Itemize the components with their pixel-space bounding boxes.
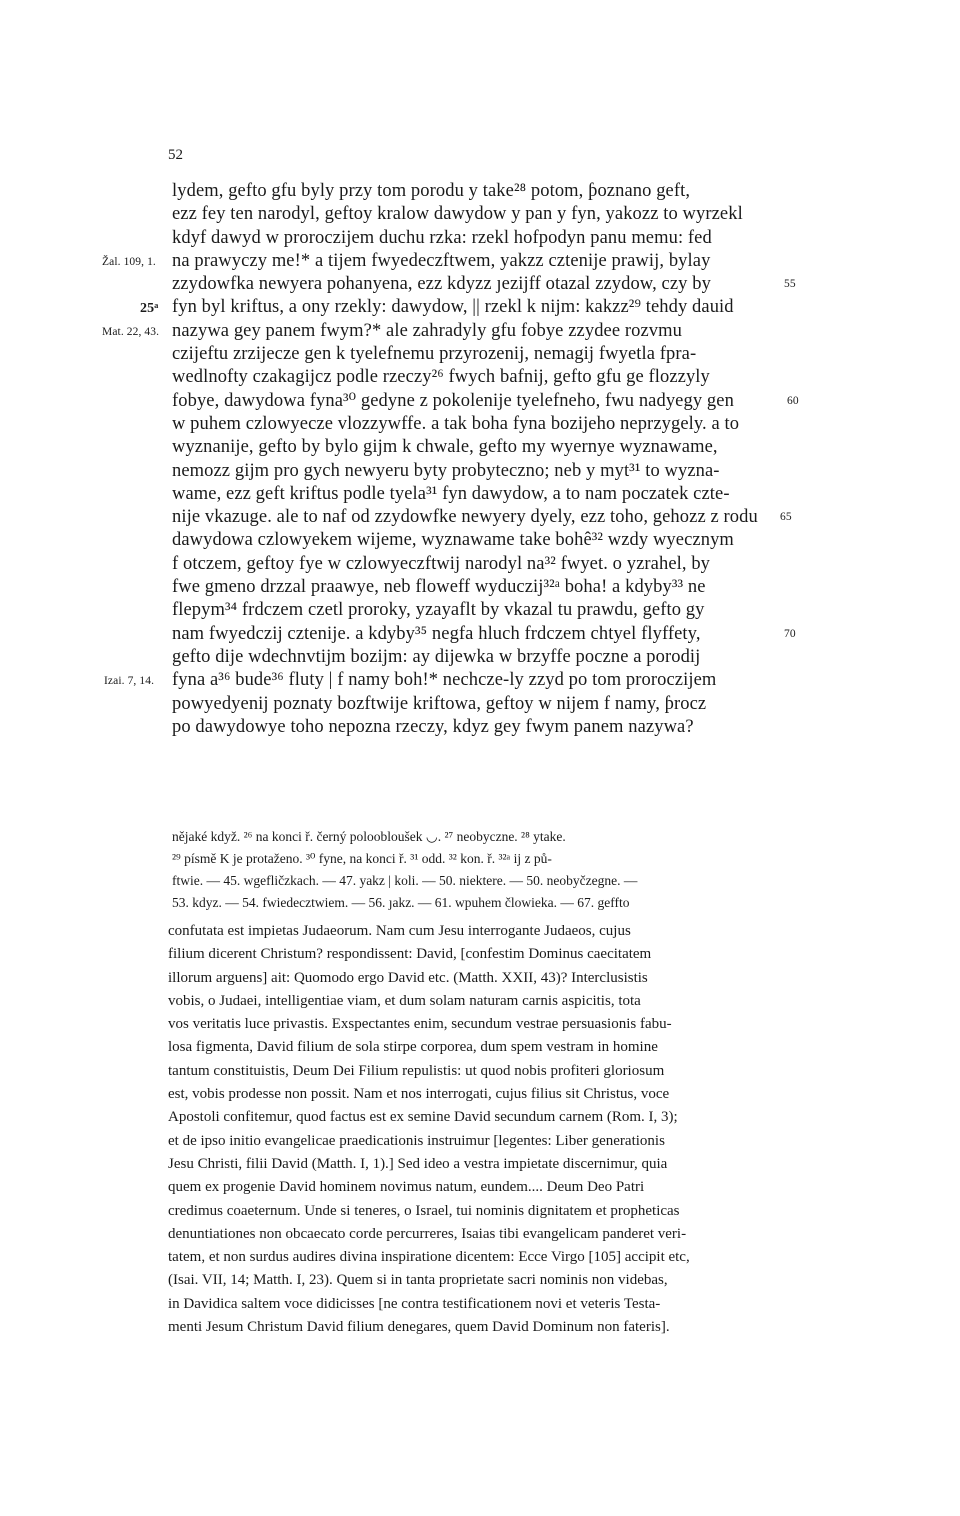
latin-line: filium dicerent Christum? respondissent: David, [confestim Dominus caecitatem (168, 946, 652, 963)
text-line: wedlnofty czakagijcz podle rzeczy²⁶ fwych bafnij, gefto gfu ge flozzyly (172, 367, 710, 388)
latin-line: vobis, o Judaei, intelligentiae viam, et dum solam naturam carnis aspicitis, tota (168, 992, 641, 1009)
text-line: flepym³⁴ frdczem czetl proroky, yzayaflt by vkazal tu prawdu, gefto gy (172, 600, 705, 621)
note-line: ²⁹ písmě K je protaženo. ³⁰ fyne, na konci ř. ³¹ odd. ³² kon. ř. ³²ᵃ ij z pů- (172, 851, 552, 866)
text-line: f otczem, geftoy fye w czlowyeczftwij narodyl na³² fwyet. o yzrahel, by (172, 553, 711, 574)
latin-line: confutata est impietas Judaeorum. Nam cum Jesu interrogante Judaeos, cujus (168, 923, 631, 939)
latin-line: quem ex progenie David hominem novimus natum, eundem.... Deum Deo Patri (168, 1179, 645, 1196)
line-number: 70 (784, 627, 796, 640)
latin-line: est, vobis prodesse non possit. Nam et nos interrogati, cujus filius sit Christus, voce (168, 1086, 670, 1103)
text-line-content: nazywa gey panem fwym?* ale zahradyly gfu fobye zzydee rozvmu (172, 320, 682, 341)
text-line-content: nam fwyedczij cztenije. a kdyby³⁵ negfa hluch frdczem chtyel flyffety, (172, 623, 701, 644)
text-line-content: nije vkazuge. ale to naf od zzydowfke newyery dyely, ezz toho, gehozz z rodu (172, 507, 758, 528)
latin-line: denuntiationes non obcaecato corde percurreres, Isaias tibi evangelicam panderet veri- (168, 1225, 687, 1242)
text-line (104, 669, 797, 692)
latin-line: menti Jesum Christum David filium denegares, quem David Dominum non fateris]. (168, 1319, 670, 1336)
text-line (102, 250, 797, 273)
text-line: kdyf dawyd w proroczijem duchu rzka: rzekl hofpodyn panu memu: fed (172, 227, 712, 248)
text-line: ezz fey ten narodyl, geftoy kralow dawydow y pan y fyn, yakozz to wyrzekl (172, 204, 743, 225)
text-line: czijeftu zrzijecze gen k tyelefnemu przyrozenij, nemagij fwyetla fpra- (172, 344, 697, 365)
text-line: fwe gmeno drzzal praawye, neb floweff wyduczij³²ᵃ boha! a kdyby³³ ne (172, 577, 706, 598)
latin-line: vos veritatis luce privastis. Exspectantes enim, secundum vestrae persuasionis fabu- (168, 1016, 672, 1033)
text-line (102, 320, 797, 343)
variant-readings (172, 870, 802, 914)
text-line: nemozz gijm pro gych newyeru byty probyteczno; neb y myt³¹ to wyzna- (172, 460, 720, 481)
text-line: dawydowa czlowyekem wijeme, wyznawame take bohê³² wzdy wyecznym (172, 530, 734, 551)
text-line-content: zzydowfka newyera pohanyena, ezz kdyzz ȷezijff otazal zzydow, czy by (172, 274, 711, 295)
latin-commentary (168, 920, 798, 1339)
latin-line: et de ipso initio evangelicae praedicationis instruimur [legentes: Liber generationis (168, 1132, 665, 1149)
text-line (172, 506, 797, 529)
text-line: wyznanije, gefto by bylo gijm k chwale, gefto my wyernye wyznawame, (172, 437, 718, 458)
text-line-content: fyna a³⁶ bude³⁶ fluty | f namy boh!* nechcze-ly zzyd po tom proroczijem (172, 670, 717, 691)
latin-line: Jesu Christi, filii David (Matth. I, 1).] Sed ideo a vestra impietate discernimur, quia (168, 1155, 668, 1172)
text-line (140, 296, 797, 319)
text-line: gefto dije wdechnvtijm bozijm: ay dijewka w brzyffe poczne a porodij (172, 646, 701, 667)
line-number: 65 (780, 511, 792, 524)
note-line: nějaké když. ²⁶ na konci ř. černý poloobloušek ◡. ²⁷ neobyczne. ²⁸ ytake. (172, 829, 566, 844)
margin-ref-izai: Izai. 7, 14. (104, 675, 155, 688)
line-number: 60 (787, 394, 799, 407)
text-line: w puhem czlowyecze vlozzywffe. a tak boha fyna bozijeho neprzygely. a to (172, 413, 740, 434)
latin-line: tatem, et non surdus audires divina inspiratione dicentem: Ecce Virgo [105] accipit etc, (168, 1249, 690, 1266)
text-line: wame, ezz geft kriftus podle tyela³¹ fyn dawydow, a to nam poczatek czte- (172, 483, 730, 504)
variant-line: 53. kdyz. — 54. fwiedecztwiem. — 56. ȷakz. — 61. wpuhem člowieka. — 67. geffto (172, 895, 630, 910)
text-line-content: na prawyczy me!* a tijem fwyedeczftwem, yakzz cztenije prawij, bylay (172, 250, 711, 271)
margin-ref-mat: Mat. 22, 43. (102, 325, 160, 338)
text-line: lydem, gefto gfu byly przy tom porodu y take²⁸ potom, ƥoznano geft, (172, 181, 691, 201)
variant-line: ftwie. — 45. wgefličzkach. — 47. yakz | koli. — 50. niektere. — 50. neobyčzegne. — (172, 873, 638, 888)
latin-line: (Isai. VII, 14; Matth. I, 23). Quem si in tanta proprietate sacri nominis non videbas, (168, 1272, 668, 1289)
text-line (172, 623, 797, 646)
margin-ref-zal: Žal. 109, 1. (102, 255, 156, 268)
text-line (172, 273, 797, 296)
latin-line: illorum arguens] ait: Quomodo ergo David etc. (Matth. XXII, 43)? Interclusistis (168, 969, 648, 986)
main-text (102, 180, 799, 739)
text-line (172, 390, 797, 413)
latin-line: credimus coaeternum. Unde si teneres, o Israel, tui nominis dignitatem et propheticas (168, 1202, 680, 1219)
latin-line: Apostoli confitemur, quod factus est ex semine David secundum carnem (Rom. I, 3); (168, 1109, 678, 1126)
text-line: powyedyenij poznaty bozftwije kriftowa, geftoy w nijem f namy, ƥrocz (172, 693, 707, 714)
textual-notes (172, 826, 802, 870)
latin-line: losa figmenta, David filium de sola stirpe corporea, dum spem vestram in homine (168, 1039, 658, 1056)
text-line-content: fyn byl kriftus, a ony rzekly: dawydow, || rzekl k nijm: kakzz²⁹ tehdy dauid (172, 297, 734, 318)
folio-marker: 25ᵃ (140, 301, 159, 317)
latin-line: tantum constituistis, Deum Dei Filium repulistis: ut quod nobis profiteri gloriosum (168, 1062, 665, 1079)
text-line-content: fobye, dawydowa fyna³⁰ gedyne z pokolenije tyelefneho, fwu nadyegy gen (172, 390, 734, 411)
latin-line: in Davidica saltem voce didicisses [ne contra testificationem novi et veteris Testa- (168, 1295, 661, 1312)
page-number: 52 (168, 147, 183, 163)
line-number: 55 (784, 278, 796, 291)
text-line: po dawydowye toho nepozna rzeczy, kdyz gey fwym panem nazywa? (172, 716, 694, 737)
